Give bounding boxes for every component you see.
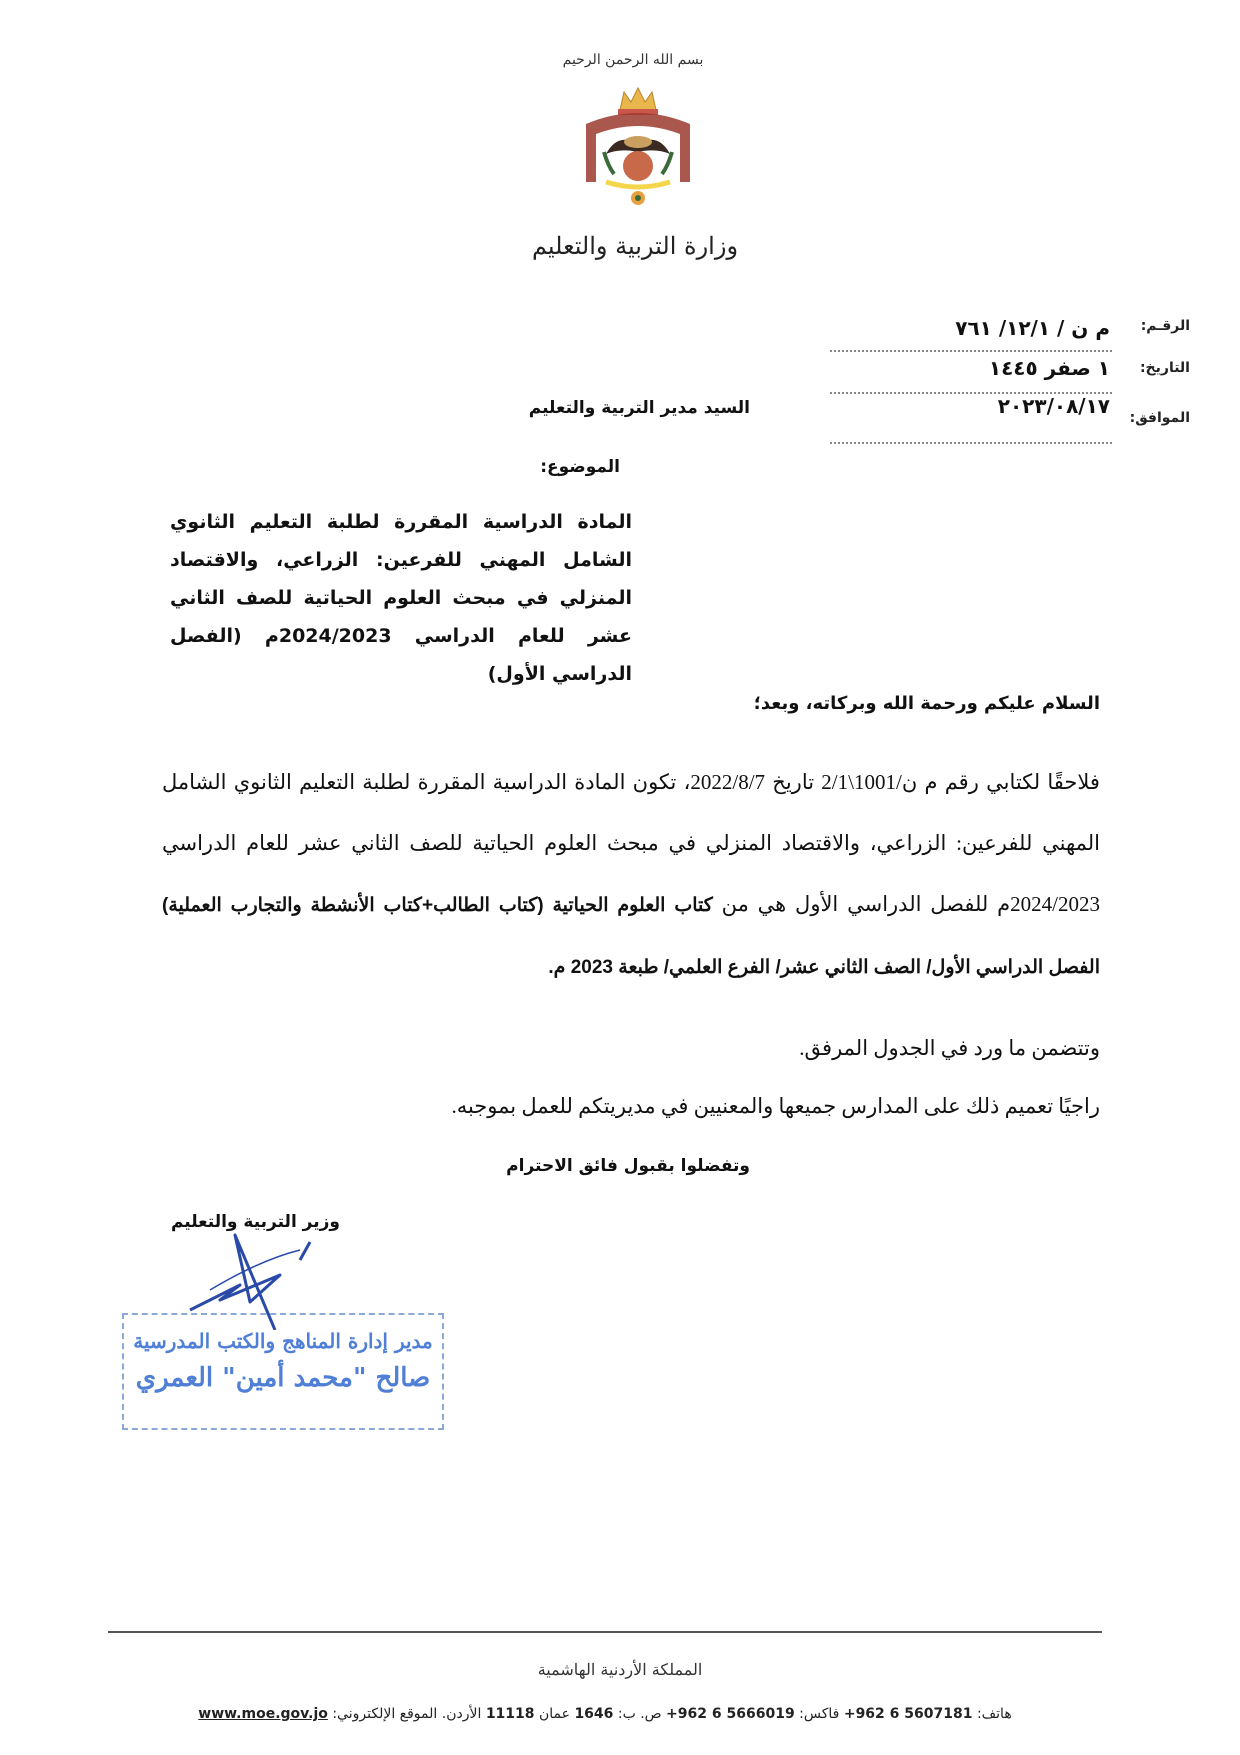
closing-line: وتفضلوا بقبول فائق الاحترام <box>506 1156 750 1176</box>
website-label: الموقع الإلكتروني: <box>332 1706 438 1722</box>
gregorian-date-value: ٢٠٢٣/٠٨/١٧ <box>997 394 1110 418</box>
footer-divider <box>108 1631 1102 1633</box>
hijri-date-row <box>830 356 1190 396</box>
addressee: السيد مدير التربية والتعليم <box>528 398 750 418</box>
subject-label: الموضوع: <box>540 457 620 477</box>
signer-title: وزير التربية والتعليم <box>170 1212 340 1232</box>
body-text-bold: كتاب العلوم الحياتية (كتاب الطالب+كتاب الأنشطة والتجارب العملية) الفصل الدراسي الأول/ الصف الثاني عشر/ الفرع العلمي/ طبعة 2023 م. <box>162 895 1100 978</box>
postal-code: 11118 <box>485 1706 535 1722</box>
fax-label: فاكس: <box>799 1706 840 1722</box>
pobox-label: ص. ب: <box>617 1706 662 1722</box>
body-paragraph <box>162 752 1100 998</box>
hijri-date-value: ١ صفر ١٤٤٥ <box>988 356 1110 380</box>
coat-of-arms-icon <box>568 82 708 212</box>
phone-value: 5607181 6 962+ <box>843 1706 973 1722</box>
ministry-name: وزارة التربية والتعليم <box>531 232 739 260</box>
stamp-name: صالح "محمد أمين" العمري <box>135 1363 431 1393</box>
reference-number-label: الرقـم: <box>1140 318 1190 334</box>
attachment-line: وتتضمن ما ورد في الجدول المرفق. <box>799 1036 1100 1060</box>
basmala: بسم الله الرحمن الرحيم <box>562 52 704 68</box>
greeting: السلام عليكم ورحمة الله وبركاته، وبعد؛ <box>753 693 1100 714</box>
city: عمان <box>538 1706 570 1722</box>
fax-value: 5666019 6 962+ <box>666 1706 795 1722</box>
country: الأردن. <box>441 1706 482 1722</box>
reference-number-row <box>830 318 1190 354</box>
website-link[interactable]: www.moe.gov.jo <box>198 1706 328 1722</box>
reference-number-value: م ن / ١٢/١/ ٧٦١ <box>955 316 1110 340</box>
gregorian-date-row <box>830 394 1190 438</box>
hijri-date-label: التاريخ: <box>1139 360 1190 376</box>
gregorian-date-label: الموافق: <box>1129 410 1190 426</box>
footer-kingdom: المملكة الأردنية الهاشمية <box>537 1660 703 1679</box>
stamp-title: مدير إدارة المناهج والكتب المدرسية <box>133 1329 433 1353</box>
request-line: راجيًا تعميم ذلك على المدارس جميعها والمعنيين في مديريتكم للعمل بموجبه. <box>451 1094 1100 1118</box>
dotted-line <box>830 442 1112 444</box>
dotted-line <box>830 350 1112 352</box>
official-stamp <box>122 1313 444 1430</box>
phone-label: هاتف: <box>976 1706 1012 1722</box>
subject-text: المادة الدراسية المقررة لطلبة التعليم الثانوي الشامل المهني للفرعين: الزراعي، والاقتصاد المنزلي في مبحث العلوم الحياتية للصف الثاني عشر للعام الدراسي 2024/2023م (الفصل الدراسي الأول) <box>170 511 632 685</box>
footer-contact <box>110 1706 1100 1722</box>
body-text-regular: فلاحقًا لكتابي رقم م ن/1001\2/1 تاريخ 2022/8/7، تكون المادة الدراسية المقررة لطلبة التعليم الثانوي الشامل المهني للفرعين: الزراعي، والاقتصاد المنزلي في مبحث العلوم الحياتية للصف الثاني عشر للعام الدراسي 2024/2023م للفصل الدراسي الأول هي من <box>162 770 1101 916</box>
pobox-value: 1646 <box>574 1706 614 1722</box>
